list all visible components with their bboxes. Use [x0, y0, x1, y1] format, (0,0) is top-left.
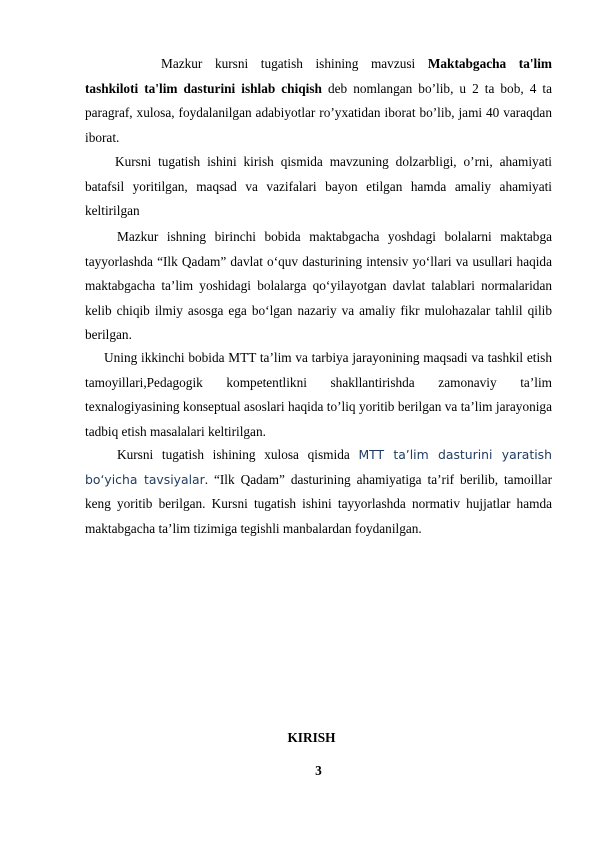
section-heading: KIRISH: [287, 730, 336, 745]
paragraph-summary-rest: deb nomlangan bo’lib, u 2 ta bob, 4 ta paragraf, xulosa, foydalanilgan adabiyotlar ro’yxatidan iborat bo’lib, jami 40 varaqdan iborat.: [85, 80, 552, 145]
paragraph-conclusion-rest: . “Ilk Qadam” dasturining ahamiyatiga ta’rif berilib, tamoillar keng yoritib berilgan. Kursni tugatish ishini tayyorlashda normativ hujjatlar hamda maktabgacha ta’lim tizimiga tegishli manbalardan foydanilgan.: [85, 471, 552, 536]
conclusion-highlight: MTT ta’lim dasturini yaratish bo‘yicha tavsiyalar: [85, 447, 552, 487]
paragraph-chapter-one: Mazkur ishning birinchi bobida maktabgacha yoshdagi bolalarni maktabga tayyorlashda “Ilk Qadam” davlat o‘quv dasturining intensiv yo‘llari va usullari haqida maktabgacha ta’lim yoshidagi bolalarga qo‘yilayotgan davlat talablari normalaridan kelib chiqib ilmiy asosga ega bo‘lgan nazariy va amaliy fikr mulohazalar tahlil qilib berilgan.: [85, 229, 552, 343]
paragraph-introduction: Kursni tugatish ishini kirish qismida mavzuning dolzarbligi, o’rni, ahamiyati batafsil yoritilgan, maqsad va vazifalari bayon etilgan hamda amaliy ahamiyati keltirilgan: [85, 154, 552, 219]
paragraph-summary: [85, 52, 552, 150]
paragraph-summary-intro: Mazkur kursni tugatish ishining mavzusi: [161, 56, 428, 71]
page-number: 3: [315, 763, 322, 778]
paragraph-conclusion-intro: Kursni tugatish ishining xulosa qismida: [117, 447, 359, 462]
paragraph-chapter-two: Uning ikkinchi bobida MTT ta’lim va tarbiya jarayonining maqsadi va tashkil etish tamoyillari,Pedagogik kompetentlikni shakllantirishda zamonaviy ta’lim texnalogiyasining konseptual asoslari haqida to’liq yoritib berilgan va ta’lim jarayoniga tadbiq etish masalalari keltirilgan.: [85, 350, 552, 439]
paragraph-conclusion: [85, 443, 552, 541]
thesis-topic: Maktabgacha ta'lim tashkiloti ta'lim dasturini ishlab chiqish: [85, 56, 553, 96]
